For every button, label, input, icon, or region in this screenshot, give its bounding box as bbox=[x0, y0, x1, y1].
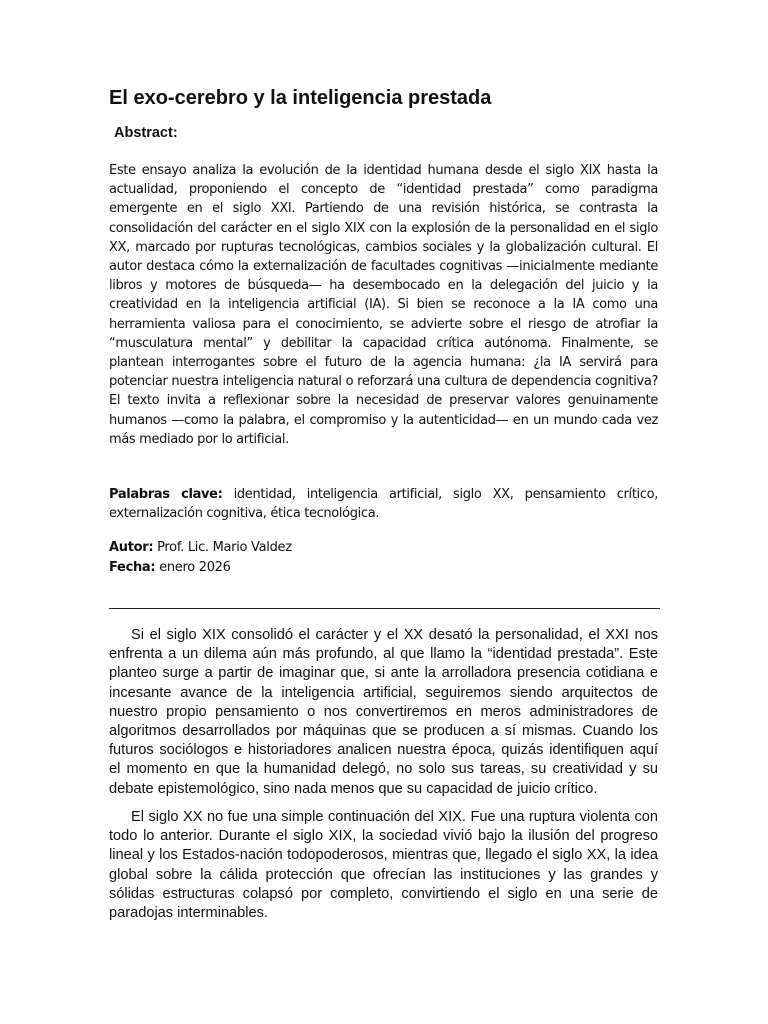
date-value: enero 2026 bbox=[155, 560, 231, 575]
author-label: Autor: bbox=[109, 540, 154, 555]
abstract-heading: Abstract: bbox=[114, 125, 178, 141]
keywords bbox=[109, 485, 658, 523]
keywords-label: Palabras clave: bbox=[109, 487, 223, 502]
section-divider bbox=[109, 608, 660, 609]
date-label: Fecha: bbox=[109, 560, 156, 575]
date-line bbox=[109, 558, 231, 577]
keywords-text: identidad, inteligencia artificial, siglo XX, pensamiento crítico, externalización cognitiva, ética tecnológica. bbox=[109, 487, 659, 522]
author-value: Prof. Lic. Mario Valdez bbox=[153, 540, 292, 555]
body-paragraph: Si el siglo XIX consolidó el carácter y el XX desató la personalidad, el XXI nos enfrenta a un dilema aún más profundo, al que llamo la “identidad prestada”. Este planteo surge a partir de imaginar que, si ante la arrolladora presencia cotidiana e incesante avance de la inteligencia artificial, seguiremos siendo arquitectos de nuestro propio pensamiento o nos convertiremos en meros administradores de algoritmos desarrollados por máquinas que se producen a sí mismas. Cuando los futuros sociólogos e historiadores analicen nuestra época, quizás identifiquen aquí el momento en que la humanidad delegó, no solo sus tareas, su creatividad y su debate epistemológico, sino nada menos que su capacidad de juicio crítico. bbox=[109, 627, 658, 797]
body-paragraph: El siglo XX no fue una simple continuación del XIX. Fue una ruptura violenta con todo lo anterior. Durante el siglo XIX, la sociedad vivió bajo la ilusión del progreso lineal y los Estados-nación todopoderosos, mientras que, llegado el siglo XX, la idea global sobre la cálida protección que ofrecían las instituciones y las grandes y sólidas estructuras colapsó por completo, convirtiendo el siglo en una serie de paradojas interminables. bbox=[109, 809, 658, 922]
paper-title: El exo-cerebro y la inteligencia prestada bbox=[109, 87, 492, 109]
author-line bbox=[109, 538, 292, 557]
abstract-text: Este ensayo analiza la evolución de la identidad humana desde el siglo XIX hasta la actualidad, proponiendo el concepto de “identidad prestada” como paradigma emergente en el siglo XXI. Partiendo de una revisión histórica, se contrasta la consolidación del carácter en el siglo XIX con la explosión de la personalidad en el siglo XX, marcado por rupturas tecnológicas, cambios sociales y la globalización cultural. El autor destaca cómo la externalización de facultades cognitivas —inicialmente mediante libros y motores de búsqueda— ha desembocado en la delegación del juicio y la creatividad en la inteligencia artificial (IA). Si bien se reconoce a la IA como una herramienta valiosa para el conocimiento, se advierte sobre el riesgo de atrofiar la “musculatura mental” y debilitar la capacidad crítica autónoma. Finalmente, se plantean interrogantes sobre el futuro de la agencia humana: ¿la IA servirá para potenciar nuestra inteligencia natural o reforzará una cultura de dependencia cognitiva? El texto invita a reflexionar sobre la necesidad de preservar valores genuinamente humanos —como la palabra, el compromiso y la autenticidad— en un mundo cada vez más mediado por lo artificial. bbox=[109, 163, 658, 447]
